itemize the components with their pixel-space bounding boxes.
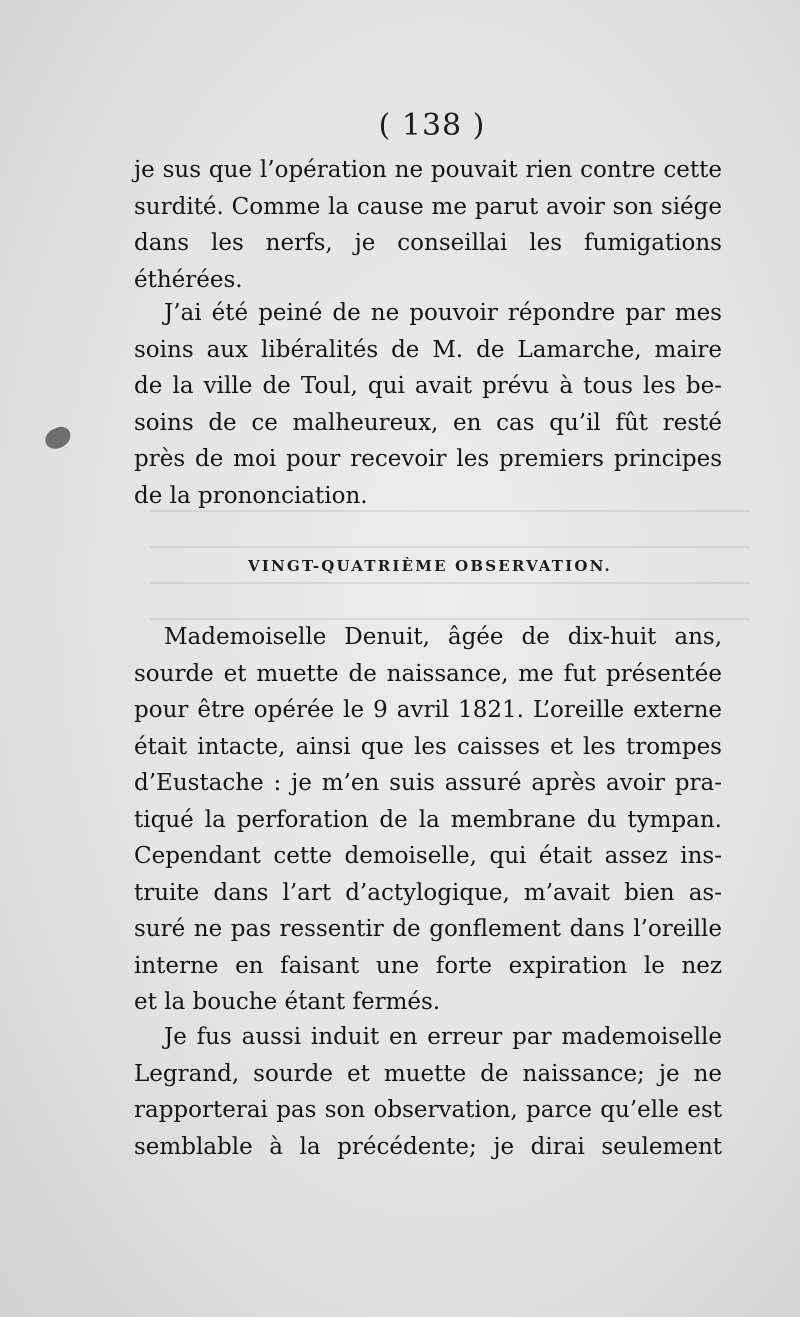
paragraph-denuit bbox=[134, 619, 722, 1021]
text-line: interne en faisant une forte expiration le nez bbox=[134, 952, 722, 979]
text-line: suré ne pas ressentir de gonflement dans l’oreille bbox=[134, 916, 722, 942]
text-line: truite dans l’art d’actylogique, m’avait bien as- bbox=[134, 879, 722, 906]
text-line: Legrand, sourde et muette de naissance; je ne bbox=[134, 1060, 722, 1087]
text-line: près de moi pour recevoir les premiers principes bbox=[134, 446, 722, 472]
text-line: Mademoiselle Denuit, âgée de dix-huit ans, bbox=[164, 624, 722, 650]
text-line: surdité. Comme la cause me parut avoir son siége bbox=[134, 193, 722, 220]
text-line: pour être opérée le 9 avril 1821. L’oreille externe bbox=[134, 697, 722, 723]
text-line: soins de ce malheureux, en cas qu’il fût resté bbox=[134, 409, 722, 436]
text-line: était intacte, ainsi que les caisses et les trompes bbox=[134, 733, 722, 760]
text-line: d’Eustache : je m’en suis assuré après avoir pra- bbox=[134, 770, 722, 796]
text-line: éthérées. bbox=[134, 266, 243, 293]
page-number: ( 138 ) bbox=[378, 108, 486, 143]
text-line: je sus que l’opération ne pouvait rien contre cette bbox=[134, 157, 722, 183]
text-line: Cependant cette demoiselle, qui était assez ins- bbox=[134, 843, 722, 869]
text-line: de la prononciation. bbox=[134, 482, 368, 509]
paragraph-continuation bbox=[134, 152, 722, 298]
text-line: dans les nerfs, je conseillai les fumigations bbox=[134, 230, 722, 256]
text-line: Je fus aussi induit en erreur par mademoiselle bbox=[164, 1024, 722, 1050]
text-line: semblable à la précédente; je dirai seulement bbox=[134, 1133, 722, 1160]
text-line: de la ville de Toul, qui avait prévu à tous les be- bbox=[134, 373, 722, 399]
text-line: tiqué la perforation de la membrane du tympan. bbox=[134, 806, 722, 833]
paragraph-legrand bbox=[134, 1019, 722, 1165]
text-line: soins aux libéralités de M. de Lamarche, maire bbox=[134, 336, 722, 363]
text-line: et la bouche étant fermés. bbox=[134, 989, 441, 1015]
section-heading: VINGT-QUATRIÈME OBSERVATION. bbox=[248, 557, 612, 575]
text-line: rapporterai pas son observation, parce qu’elle est bbox=[134, 1097, 722, 1123]
text-line: J’ai été peiné de ne pouvoir répondre par mes bbox=[164, 300, 722, 326]
paragraph-lamarche bbox=[134, 295, 722, 514]
text-line: sourde et muette de naissance, me fut présentée bbox=[134, 660, 722, 687]
ink-blot bbox=[42, 424, 73, 452]
